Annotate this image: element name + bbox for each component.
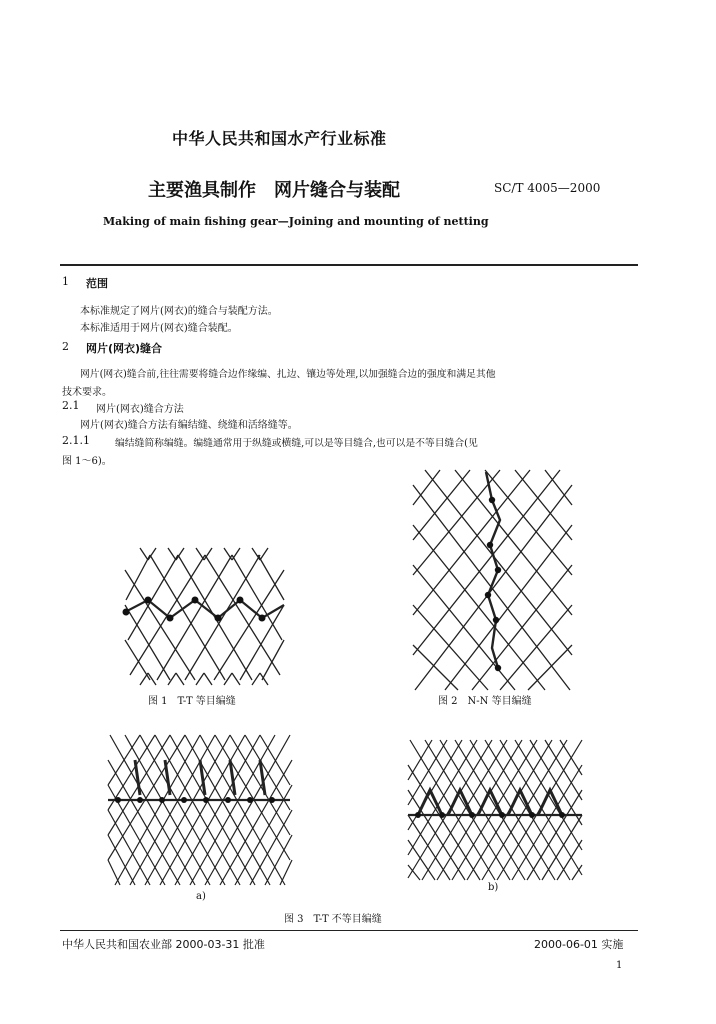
section-2-number: 2 bbox=[62, 340, 69, 353]
section-2-1-number: 2.1 bbox=[62, 399, 80, 412]
implementation-date: 2000-06-01 实施 bbox=[534, 938, 624, 951]
issuing-body: 中华人民共和国水产行业标准 bbox=[172, 129, 387, 148]
figure-1-caption: 图 1 T-T 等目编缝 bbox=[148, 696, 236, 707]
figure-3a-label: a) bbox=[196, 891, 206, 902]
approval-line: 中华人民共和国农业部 2000-03-31 批准 bbox=[62, 938, 265, 951]
footer-rule bbox=[60, 930, 638, 931]
standard-code: SC/T 4005—2000 bbox=[494, 181, 601, 195]
section-2-1-1-line-2: 图 1～6)。 bbox=[62, 456, 112, 467]
section-1-paragraph-2: 本标准适用于网片(网衣)缝合装配。 bbox=[80, 323, 238, 334]
section-2-title: 网片(网衣)缝合 bbox=[86, 342, 163, 355]
figure-3-caption: 图 3 T-T 不等目编缝 bbox=[284, 914, 382, 925]
section-2-paragraph-line-1: 网片(网衣)缝合前,往往需要将缝合边作缘编、扎边、镶边等处理,以加强缝合边的强度和满足其他 bbox=[80, 369, 496, 380]
page-number: 1 bbox=[616, 960, 623, 971]
section-1-number: 1 bbox=[62, 275, 69, 288]
section-2-1-title: 网片(网衣)缝合方法 bbox=[96, 404, 184, 415]
section-2-1-1-line-1: 编结缝简称编缝。编缝通常用于纵缝或横缝,可以是等目缝合,也可以是不等目缝合(见 bbox=[115, 438, 478, 449]
figure-2-caption: 图 2 N-N 等目编缝 bbox=[438, 696, 532, 707]
section-1-title: 范围 bbox=[86, 277, 108, 290]
section-2-paragraph-line-2: 技术要求。 bbox=[62, 387, 112, 398]
section-2-1-paragraph: 网片(网衣)缝合方法有编结缝、绕缝和活络缝等。 bbox=[80, 420, 298, 431]
standard-title-cn: 主要渔具制作 网片缝合与装配 bbox=[148, 180, 400, 201]
section-2-1-1-number: 2.1.1 bbox=[62, 434, 90, 447]
section-1-paragraph-1: 本标准规定了网片(网衣)的缝合与装配方法。 bbox=[80, 306, 278, 317]
standard-title-en: Making of main fishing gear—Joining and mounting of netting bbox=[103, 215, 489, 228]
figure-3b-label: b) bbox=[488, 882, 499, 893]
